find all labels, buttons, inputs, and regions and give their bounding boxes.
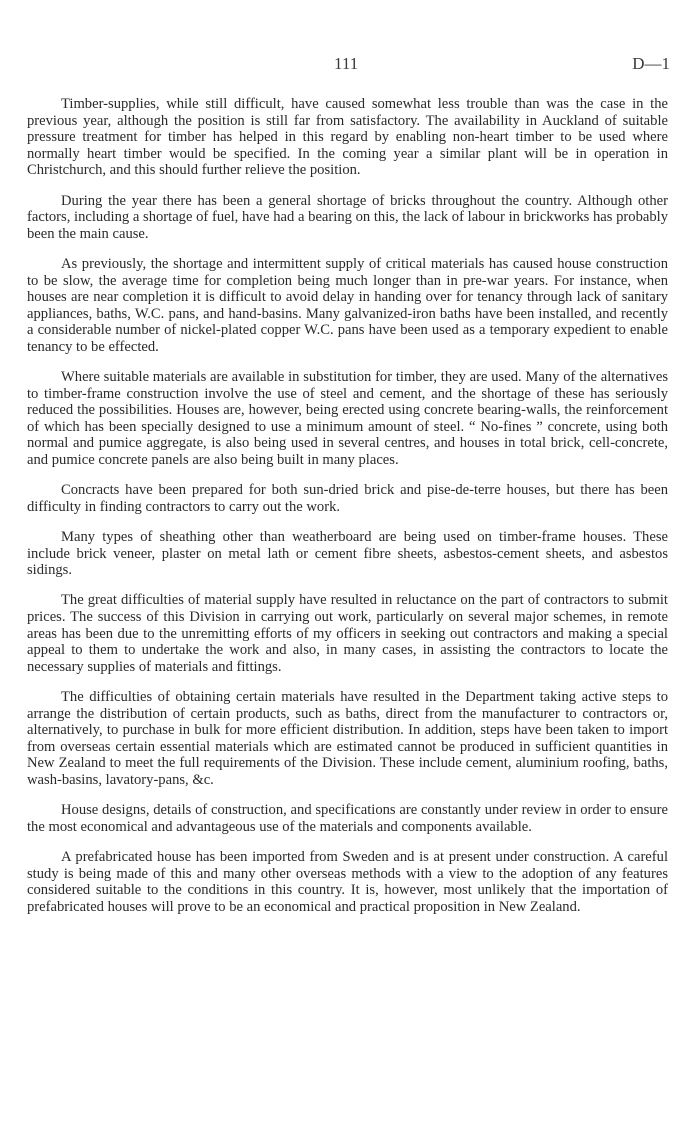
document-reference: D—1 [632,54,670,73]
paragraph-brick-shortage: During the year there has been a general shortage of bricks throughout the country. Although other factors, including a shortage of fuel, have had a bearing on this, the lack of labour in brickworks has probably been the main cause. [27,192,668,242]
page-number: 111 [334,54,359,73]
paragraph-critical-materials: As previously, the shortage and intermittent supply of critical materials has caused house construction to be slow, the average time for completion being much longer than in pre-war years. For instance, when houses are near completion it is difficult to avoid delay in handing over for tenancy through lack of sanitary appliances, baths, W.C. pans, and hand-basins. Many galvanized-iron baths have been installed, and recently a considerable number of nickel-plated copper W.C. pans have been used as a temporary expedient to enable tenancy to be effected. [27,255,668,355]
paragraph-sheathing: Many types of sheathing other than weatherboard are being used on timber-frame houses. These include brick veneer, plaster on metal lath or cement fibre sheets, asbestos-cement sheets, and asbestos sidings. [27,529,668,579]
paragraph-house-designs: House designs, details of construction, and specifications are constantly under review in order to ensure the most economical and advantageous use of the materials and components available. [27,802,668,835]
page-header [0,54,700,76]
paragraph-prefabricated-house: A prefabricated house has been imported from Sweden and is at present under construction. A careful study is being made of this and many other overseas methods with a view to the adoption of any features considered suitable to the conditions in this country. It is, however, most unlikely that the importation of prefabricated houses will prove to be an economical and practical proposition in New Zealand. [27,848,668,915]
paragraph-timber-supplies: Timber-supplies, while still difficult, have caused somewhat less trouble than was the case in the previous year, although the position is still far from satisfactory. The availability in Auckland of suitable pressure treatment for timber has helped in this regard by enabling non-heart timber to be used where normally heart timber would be specified. In the coming year a similar plant will be in operation in Christchurch, and this should further relieve the position. [27,96,668,179]
paragraph-distribution: The difficulties of obtaining certain materials have resulted in the Department taking active steps to arrange the distribution of certain products, such as baths, direct from the manufacturer to contractors or, alternatively, to purchase in bulk for more efficient distribution. In addition, steps have been taken to import from overseas certain essential materials which are estimated cannot be produced in sufficient quantities in New Zealand to meet the full requirements of the Division. These include cement, aluminium roofing, baths, wash-basins, lavatory-pans, &c. [27,688,668,788]
body-text [27,96,668,929]
paragraph-substitute-materials: Where suitable materials are available in substitution for timber, they are used. Many of the alternatives to timber-frame construction involve the use of steel and cement, and the shortage of these has seriously reduced the possibilities. Houses are, however, being erected using concrete bearing-walls, the reinforcement of which has been specially designed to use a minimum amount of steel. “ No-fines ” concrete, using both normal and pumice aggregate, is also being used in several centres, and houses in total brick, cell-concrete, and pumice concrete panels are also being built in many places. [27,369,668,469]
paragraph-contractors: The great difficulties of material supply have resulted in reluctance on the part of contractors to submit prices. The success of this Division in carrying out work, particularly on several major schemes, in remote areas has been due to the unremitting efforts of my officers in seeking out contractors and making a special appeal to them to undertake the work and also, in many cases, in assisting the contractors to locate the necessary supplies of materials and fittings. [27,592,668,675]
paragraph-sun-dried-brick: Concracts have been prepared for both sun-dried brick and pise-de-terre houses, but there has been difficulty in finding contractors to carry out the work. [27,482,668,515]
